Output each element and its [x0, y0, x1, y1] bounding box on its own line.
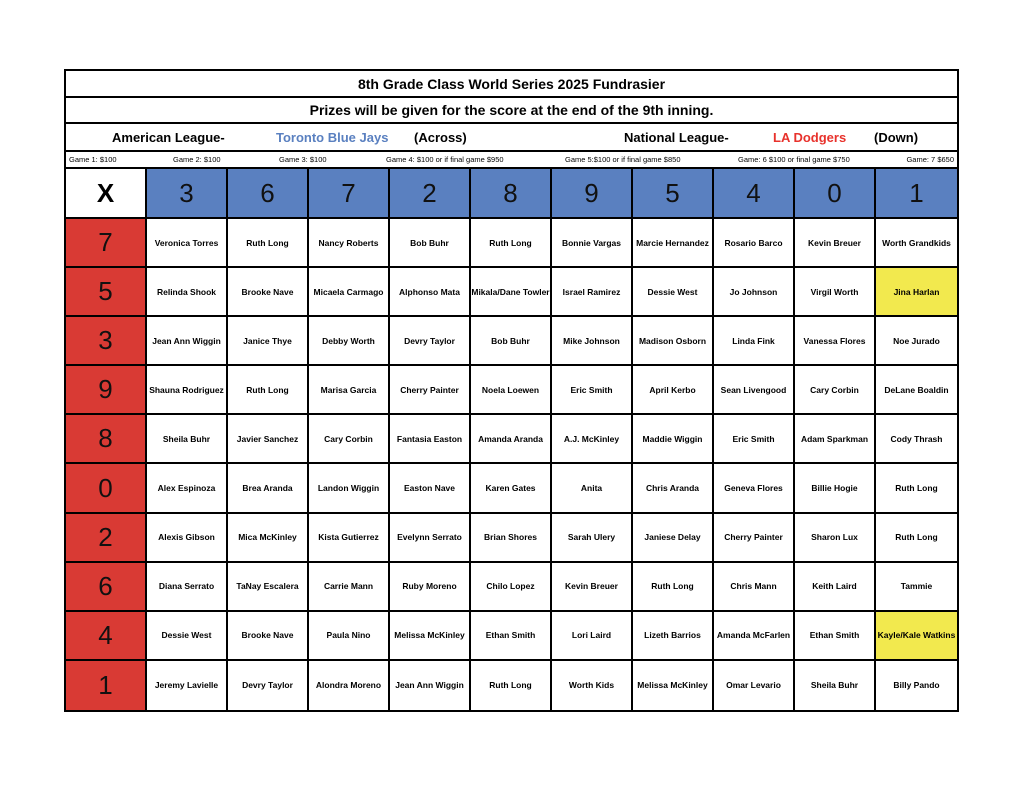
- square-cell[interactable]: Chris Aranda: [633, 464, 714, 513]
- square-cell[interactable]: Kevin Breuer: [795, 219, 876, 268]
- square-cell[interactable]: Alex Espinoza: [147, 464, 228, 513]
- square-cell[interactable]: Bob Buhr: [471, 317, 552, 366]
- square-cell[interactable]: Virgil Worth: [795, 268, 876, 317]
- row-digit-header: 0: [66, 464, 147, 513]
- square-cell[interactable]: Devry Taylor: [228, 661, 309, 710]
- square-cell[interactable]: Amanda Aranda: [471, 415, 552, 464]
- square-cell[interactable]: Veronica Torres: [147, 219, 228, 268]
- square-cell[interactable]: Ruby Moreno: [390, 563, 471, 612]
- square-cell[interactable]: Janiese Delay: [633, 514, 714, 563]
- american-direction: (Across): [414, 130, 467, 145]
- square-cell[interactable]: Billy Pando: [876, 661, 957, 710]
- row-digit-header: 9: [66, 366, 147, 415]
- column-digit-header: 7: [309, 169, 390, 219]
- game-4-prize: Game 4: $100 or if final game $950: [386, 155, 504, 164]
- square-cell[interactable]: Linda Fink: [714, 317, 795, 366]
- square-cell[interactable]: Ruth Long: [228, 366, 309, 415]
- row-digit-header: 7: [66, 219, 147, 268]
- game-prizes-row: [66, 152, 957, 169]
- square-cell[interactable]: Lizeth Barrios: [633, 612, 714, 661]
- square-cell[interactable]: Cody Thrash: [876, 415, 957, 464]
- square-cell[interactable]: Sheila Buhr: [147, 415, 228, 464]
- row-digit-header: 1: [66, 661, 147, 710]
- square-cell[interactable]: Melissa McKinley: [390, 612, 471, 661]
- square-cell[interactable]: Ruth Long: [876, 514, 957, 563]
- square-cell[interactable]: Maddie Wiggin: [633, 415, 714, 464]
- game-5-prize: Game 5:$100 or if final game $850: [565, 155, 681, 164]
- squares-grid: [66, 169, 957, 710]
- square-cell[interactable]: Jina Harlan: [876, 268, 957, 317]
- square-cell[interactable]: Ruth Long: [228, 219, 309, 268]
- row-digit-header: 5: [66, 268, 147, 317]
- square-cell[interactable]: Madison Osborn: [633, 317, 714, 366]
- square-cell[interactable]: A.J. McKinley: [552, 415, 633, 464]
- square-cell[interactable]: Worth Kids: [552, 661, 633, 710]
- square-cell[interactable]: Eric Smith: [714, 415, 795, 464]
- square-cell[interactable]: Devry Taylor: [390, 317, 471, 366]
- column-digit-header: 1: [876, 169, 957, 219]
- square-cell[interactable]: Worth Grandkids: [876, 219, 957, 268]
- game-7-prize: Game: 7 $650: [906, 155, 954, 164]
- square-cell[interactable]: Vanessa Flores: [795, 317, 876, 366]
- game-6-prize: Game: 6 $100 or final game $750: [738, 155, 850, 164]
- square-cell[interactable]: Mikala/Dane Towler: [471, 268, 552, 317]
- fundraiser-sheet: [64, 69, 959, 712]
- square-cell[interactable]: Keith Laird: [795, 563, 876, 612]
- square-cell[interactable]: Geneva Flores: [714, 464, 795, 513]
- square-cell[interactable]: Kevin Breuer: [552, 563, 633, 612]
- square-cell[interactable]: Omar Levario: [714, 661, 795, 710]
- square-cell[interactable]: Easton Nave: [390, 464, 471, 513]
- square-cell[interactable]: Noe Jurado: [876, 317, 957, 366]
- square-cell[interactable]: Adam Sparkman: [795, 415, 876, 464]
- league-row: [66, 124, 957, 152]
- square-cell[interactable]: Sharon Lux: [795, 514, 876, 563]
- row-digit-header: 8: [66, 415, 147, 464]
- national-team-name: LA Dodgers: [773, 130, 847, 145]
- game-2-prize: Game 2: $100: [173, 155, 221, 164]
- row-digit-header: 6: [66, 563, 147, 612]
- square-cell[interactable]: Carrie Mann: [309, 563, 390, 612]
- subtitle-row: [66, 98, 957, 124]
- square-cell[interactable]: Evelynn Serrato: [390, 514, 471, 563]
- column-digit-header: 0: [795, 169, 876, 219]
- square-cell[interactable]: Brian Shores: [471, 514, 552, 563]
- square-cell[interactable]: Fantasia Easton: [390, 415, 471, 464]
- square-cell[interactable]: DeLane Boaldin: [876, 366, 957, 415]
- national-league-label: National League-: [624, 130, 729, 145]
- square-cell[interactable]: Bonnie Vargas: [552, 219, 633, 268]
- square-cell[interactable]: Brea Aranda: [228, 464, 309, 513]
- corner-x-cell: X: [66, 169, 147, 219]
- square-cell[interactable]: Javier Sanchez: [228, 415, 309, 464]
- square-cell[interactable]: Ruth Long: [471, 661, 552, 710]
- square-cell[interactable]: Jo Johnson: [714, 268, 795, 317]
- row-digit-header: 4: [66, 612, 147, 661]
- square-cell[interactable]: Jeremy Lavielle: [147, 661, 228, 710]
- column-digit-header: 2: [390, 169, 471, 219]
- square-cell[interactable]: Cary Corbin: [795, 366, 876, 415]
- square-cell[interactable]: Brooke Nave: [228, 612, 309, 661]
- square-cell[interactable]: Alphonso Mata: [390, 268, 471, 317]
- square-cell[interactable]: Dessie West: [147, 612, 228, 661]
- square-cell[interactable]: Nancy Roberts: [309, 219, 390, 268]
- square-cell[interactable]: April Kerbo: [633, 366, 714, 415]
- square-cell[interactable]: Tammie: [876, 563, 957, 612]
- square-cell[interactable]: Anita: [552, 464, 633, 513]
- square-cell[interactable]: Mica McKinley: [228, 514, 309, 563]
- square-cell[interactable]: Amanda McFarlen: [714, 612, 795, 661]
- square-cell[interactable]: Diana Serrato: [147, 563, 228, 612]
- square-cell[interactable]: Marisa Garcia: [309, 366, 390, 415]
- american-team-name: Toronto Blue Jays: [276, 130, 389, 145]
- game-1-prize: Game 1: $100: [69, 155, 117, 164]
- square-cell[interactable]: Debby Worth: [309, 317, 390, 366]
- square-cell[interactable]: Cherry Painter: [390, 366, 471, 415]
- square-cell[interactable]: Ethan Smith: [795, 612, 876, 661]
- column-digit-header: 6: [228, 169, 309, 219]
- column-digit-header: 5: [633, 169, 714, 219]
- square-cell[interactable]: Israel Ramirez: [552, 268, 633, 317]
- square-cell[interactable]: Landon Wiggin: [309, 464, 390, 513]
- square-cell[interactable]: Sean Livengood: [714, 366, 795, 415]
- column-digit-header: 8: [471, 169, 552, 219]
- square-cell[interactable]: Rosario Barco: [714, 219, 795, 268]
- page-title: 8th Grade Class World Series 2025 Fundrasier: [357, 75, 666, 92]
- national-direction: (Down): [874, 130, 919, 145]
- square-cell[interactable]: Lori Laird: [552, 612, 633, 661]
- square-cell[interactable]: Kayle/Kale Watkins: [876, 612, 957, 661]
- square-cell[interactable]: Ethan Smith: [471, 612, 552, 661]
- square-cell[interactable]: Sarah Ulery: [552, 514, 633, 563]
- square-cell[interactable]: Karen Gates: [471, 464, 552, 513]
- column-digit-header: 9: [552, 169, 633, 219]
- square-cell[interactable]: Jean Ann Wiggin: [147, 317, 228, 366]
- square-cell[interactable]: Micaela Carmago: [309, 268, 390, 317]
- prize-note: Prizes will be given for the score at the end of the 9th inning.: [309, 102, 714, 118]
- square-cell[interactable]: Marcie Hernandez: [633, 219, 714, 268]
- square-cell[interactable]: Eric Smith: [552, 366, 633, 415]
- square-cell[interactable]: Mike Johnson: [552, 317, 633, 366]
- row-digit-header: 2: [66, 514, 147, 563]
- square-cell[interactable]: Relinda Shook: [147, 268, 228, 317]
- square-cell[interactable]: Chilo Lopez: [471, 563, 552, 612]
- square-cell[interactable]: Ruth Long: [471, 219, 552, 268]
- square-cell[interactable]: Shauna Rodriguez: [147, 366, 228, 415]
- square-cell[interactable]: Brooke Nave: [228, 268, 309, 317]
- square-cell[interactable]: Alondra Moreno: [309, 661, 390, 710]
- square-cell[interactable]: Cary Corbin: [309, 415, 390, 464]
- game-3-prize: Game 3: $100: [279, 155, 327, 164]
- square-cell[interactable]: Janice Thye: [228, 317, 309, 366]
- square-cell[interactable]: Sheila Buhr: [795, 661, 876, 710]
- title-row: [66, 71, 957, 98]
- square-cell[interactable]: TaNay Escalera: [228, 563, 309, 612]
- square-cell[interactable]: Melissa McKinley: [633, 661, 714, 710]
- square-cell[interactable]: Ruth Long: [633, 563, 714, 612]
- square-cell[interactable]: Billie Hogie: [795, 464, 876, 513]
- square-cell[interactable]: Cherry Painter: [714, 514, 795, 563]
- square-cell[interactable]: Ruth Long: [876, 464, 957, 513]
- square-cell[interactable]: Kista Gutierrez: [309, 514, 390, 563]
- square-cell[interactable]: Chris Mann: [714, 563, 795, 612]
- column-digit-header: 4: [714, 169, 795, 219]
- square-cell[interactable]: Dessie West: [633, 268, 714, 317]
- square-cell[interactable]: Noela Loewen: [471, 366, 552, 415]
- american-league-label: American League-: [112, 130, 225, 145]
- column-digit-header: 3: [147, 169, 228, 219]
- row-digit-header: 3: [66, 317, 147, 366]
- square-cell[interactable]: Bob Buhr: [390, 219, 471, 268]
- square-cell[interactable]: Paula Nino: [309, 612, 390, 661]
- square-cell[interactable]: Alexis Gibson: [147, 514, 228, 563]
- square-cell[interactable]: Jean Ann Wiggin: [390, 661, 471, 710]
